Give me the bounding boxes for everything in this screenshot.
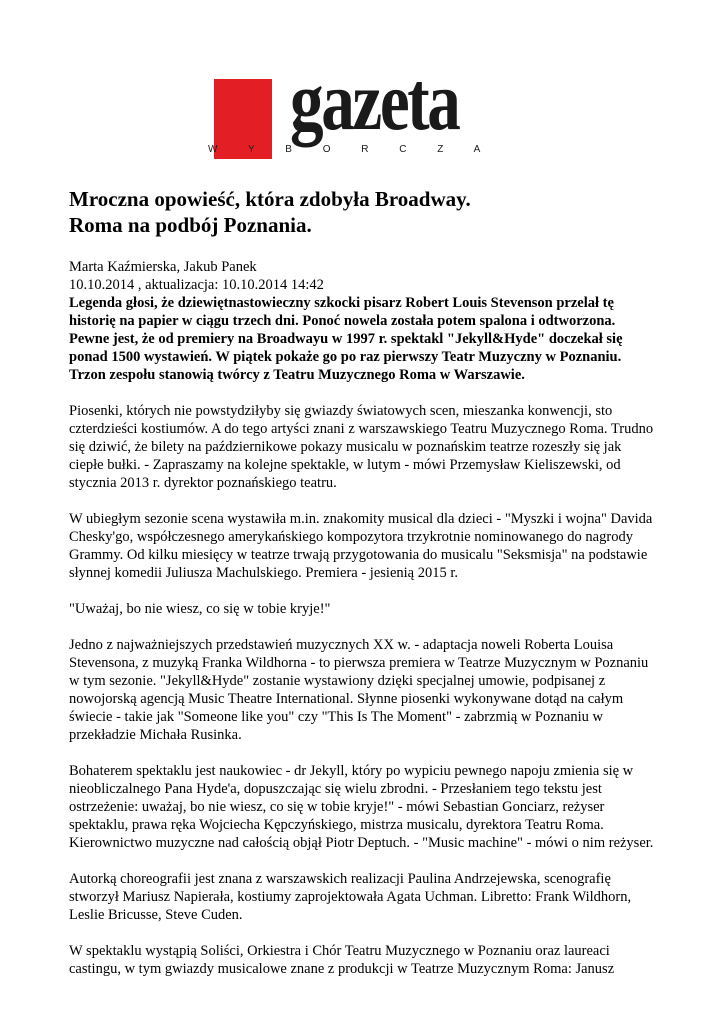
logo-wordmark: gazeta	[290, 55, 459, 148]
article-body	[69, 186, 659, 978]
logo-subtitle: W Y B O R C Z A	[208, 144, 495, 155]
article-title-line-2: Roma na podbój Poznania.	[69, 213, 312, 237]
article-paragraph-6: W spektaklu wystąpią Soliści, Orkiestra i Chór Teatru Muzycznego w Poznaniu oraz laureaci castingu, w tym gwiazdy musicalowe znane z produkcji w Teatrze Muzycznym Roma: Janusz	[69, 943, 615, 977]
article-authors: Marta Kaźmierska, Jakub Panek	[69, 259, 257, 275]
article-title-line-1: Mroczna opowieść, która zdobyła Broadway.	[69, 187, 471, 211]
article-paragraph-3: Jedno z najważniejszych przedstawień muzycznych XX w. - adaptacja noweli Roberta Louisa Stevensona, z muzyką Franka Wildhorna - to pierwsza premiera w Teatrze Muzycznym w Poznaniu w tym sezonie. "Jekyll&Hyde" zostanie wystawiony dzięki specjalnej umowie, podpisanej z nowojorską agencją Music Theatre International. Słynne piosenki wykonywane dotąd na całym świecie - takie jak "Someone like you" czy "This Is The Moment" - zabrzmią w Poznaniu w przekładzie Michała Rusinka.	[69, 637, 649, 743]
article-meta	[69, 258, 659, 294]
article-paragraph-4: Bohaterem spektaklu jest naukowiec - dr Jekyll, który po wypiciu pewnego napoju zmienia się w nieobliczalnego Pana Hyde'a, dopuszczając się wielu zbrodni. - Przesłaniem tego tekstu jest ostrzeżenie: uważaj, bo nie wiesz, co się w tobie kryje!" - mówi Sebastian Gonciarz, reżyser spektaklu, prawa ręka Wojciecha Kępczyńskiego, mistrza musicalu, dyrektora Teatru Roma. Kierownictwo muzyczne nad całością objął Piotr Deptuch. - "Music machine" - mówi o nim reżyser.	[69, 763, 654, 851]
article-paragraph-1: Piosenki, których nie powstydziłyby się gwiazdy światowych scen, mieszanka konwencji, sto czterdzieści kostiumów. A do tego artyści znani z warszawskiego Teatru Muzycznego Roma. Trudno się dziwić, że bilety na październikowe pokazy musicalu w poznańskim teatrze rozeszły się jak ciepłe bułki. - Zapraszamy na kolejne spektakle, w lutym - mówi Przemysław Kieliszewski, od stycznia 2013 r. dyrektor poznańskiego teatru.	[69, 403, 654, 491]
article-title	[69, 186, 659, 238]
article-lead: Legenda głosi, że dziewiętnastowieczny szkocki pisarz Robert Louis Stevenson przelał tę historię na papier w ciągu trzech dni. Ponoć nowela została potem spalona i odtworzona. Pewne jest, że od premiery na Broadwayu w 1997 r. spektakl "Jekyll&Hyde" doczekał się ponad 1500 wystawień. W piątek pokaże go po raz pierwszy Teatr Muzyczny w Poznaniu. Trzon zespołu stanowią twórcy z Teatru Muzycznego Roma w Warszawie.	[69, 295, 623, 383]
article-subheading: "Uważaj, bo nie wiesz, co się w tobie kryje!"	[69, 601, 331, 617]
article-paragraph-5: Autorką choreografii jest znana z warszawskich realizacji Paulina Andrzejewska, scenografię stworzył Mariusz Napierała, kostiumy zaprojektowała Agata Uchman. Libretto: Frank Wildhorn, Leslie Bricusse, Steve Cuden.	[69, 871, 632, 923]
article-date: 10.10.2014 , aktualizacja: 10.10.2014 14:42	[69, 277, 324, 293]
article-paragraph-2: W ubiegłym sezonie scena wystawiła m.in. znakomity musical dla dzieci - "Myszki i wojna" Davida Chesky'go, współczesnego amerykańskiego kompozytora trzykrotnie nominowanego do nagrody Grammy. Od kilku miesięcy w teatrze trwają przygotowania do musicalu "Seksmisja" na podstawie słynnej komedii Juliusza Machulskiego. Premiera - jesienią 2015 r.	[69, 511, 653, 581]
